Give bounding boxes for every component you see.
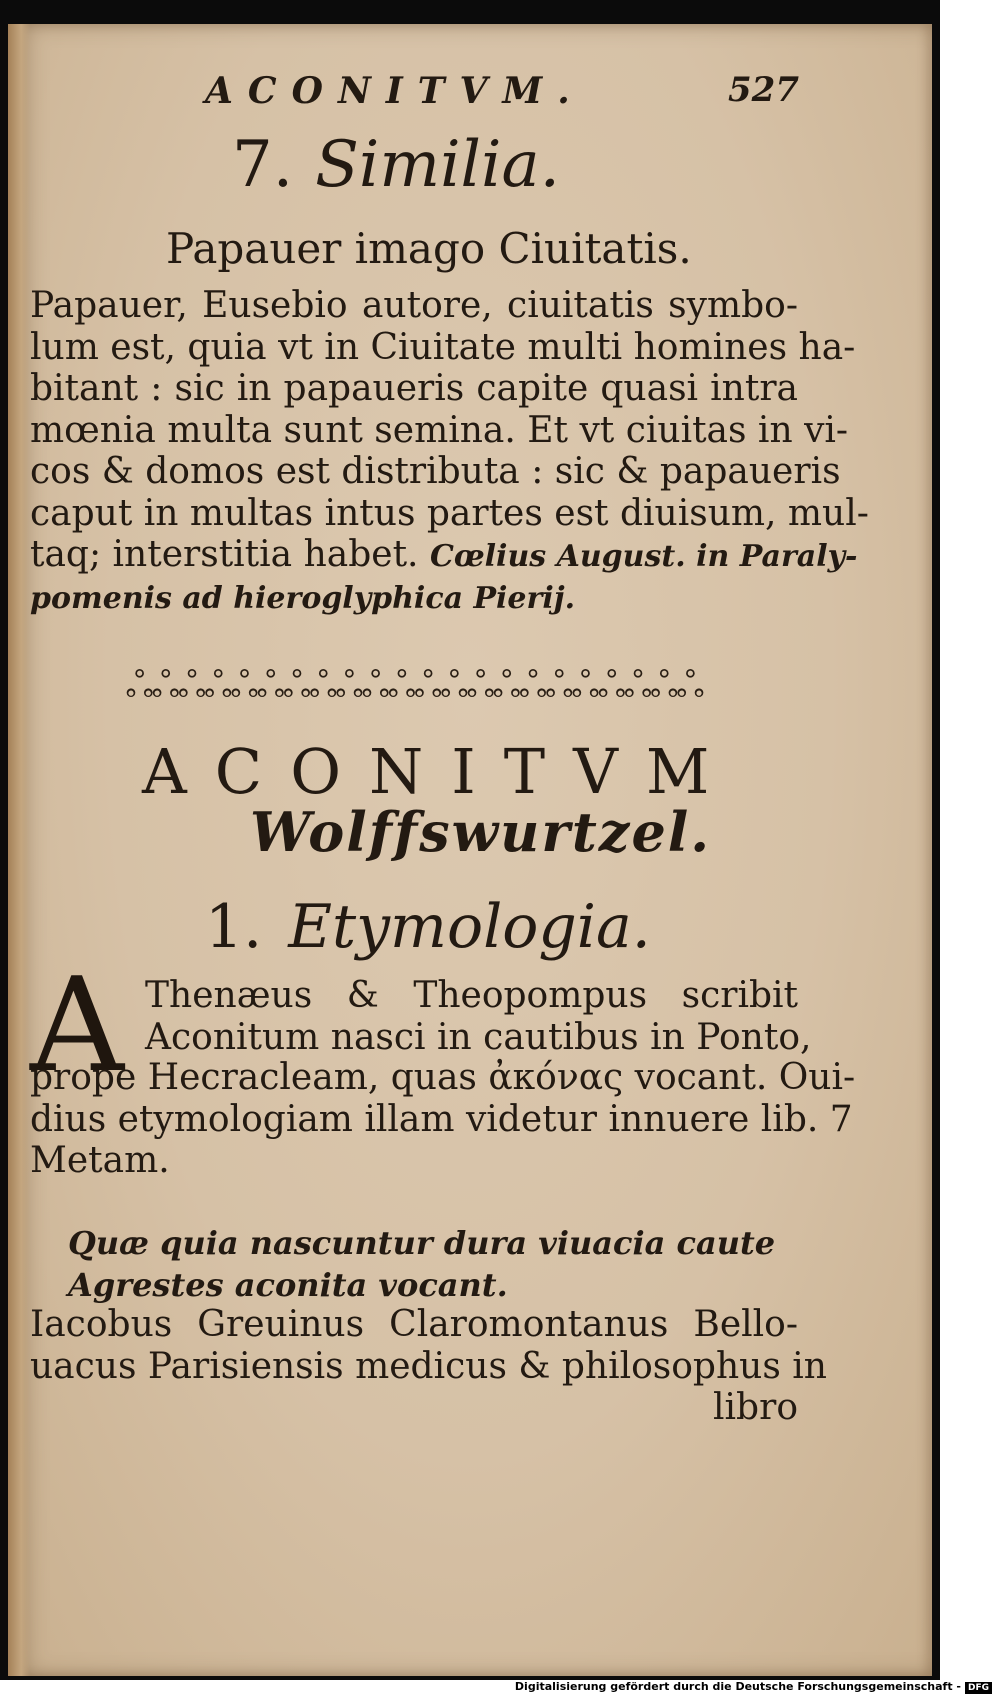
dfg-logo: DFG <box>965 1682 992 1694</box>
text-line: caput in multas intus partes est diuisum, mul- <box>30 492 869 534</box>
text-line: Thenæus & Theopompus scribit <box>145 975 798 1016</box>
text-line: uacus Parisiensis medicus & philosophus in <box>30 1345 827 1387</box>
section-number: 1. <box>205 892 263 962</box>
paragraph-etymologia <box>30 1057 856 1182</box>
german-title: Wolffswurtzel. <box>250 800 712 864</box>
text-line: prope Hecracleam, quas ἀκόνας vocant. Oui- <box>30 1057 856 1098</box>
drop-cap: A <box>30 949 124 1101</box>
catchword: libro <box>713 1387 798 1428</box>
section-title: Similia. <box>315 128 560 202</box>
paragraph-papauer <box>30 285 869 617</box>
verse-line: Quæ quia nascuntur dura viuacia caute <box>68 1224 776 1262</box>
section-number: 7. <box>232 128 294 202</box>
text-line: dius etymologiam illam videtur innuere lib. 7 <box>30 1098 853 1140</box>
chapter-title: ACONITVM <box>142 735 738 808</box>
citation: Cœlius August. in Paraly- <box>429 539 858 574</box>
page-gutter <box>8 24 30 1676</box>
running-head: ACONITVM. <box>205 70 585 112</box>
funding-footer <box>515 1680 992 1694</box>
paragraph-etymologia-indented <box>145 975 812 1058</box>
text-line: cos & domos est distributa : sic & papaueris <box>30 451 841 492</box>
text-fragment: taq; interstitia habet. <box>30 534 419 575</box>
citation: pomenis ad hieroglyphica Pierij. <box>30 580 576 616</box>
footer-text: Digitalisierung gefördert durch die Deutsche Forschungsgemeinschaft - <box>514 1680 961 1693</box>
text-line: Aconitum nasci in cautibus in Ponto, <box>145 1016 812 1058</box>
page-number: 527 <box>728 70 799 110</box>
citation-line <box>30 576 798 618</box>
ornamental-border: ஃஃஃஃஃஃஃஃஃஃஃஃஃஃஃஃஃஃஃஃஃஃ <box>125 665 703 706</box>
text-line: Papauer, Eusebio autore, ciuitatis symbo- <box>30 285 798 326</box>
verse-line: Agrestes aconita vocant. <box>68 1265 508 1304</box>
verse-quote <box>68 1223 776 1306</box>
text-line: bitant : sic in papaueris capite quasi intra <box>30 368 798 409</box>
paragraph-greuinus <box>30 1304 827 1429</box>
text-line: lum est, quia vt in Ciuitate multi homines ha- <box>30 326 856 368</box>
text-line: Metam. <box>30 1140 170 1181</box>
subheading: Papauer imago Ciuitatis. <box>166 224 692 273</box>
text-line-with-citation <box>30 534 858 576</box>
section-title: Etymologia. <box>288 892 651 962</box>
text-line: mœnia multa sunt semina. Et vt ciuitas in vi- <box>30 409 849 451</box>
section-heading-similia <box>232 128 560 202</box>
section-heading-etymologia <box>205 892 651 962</box>
text-line: Iacobus Greuinus Claromontanus Bello- <box>30 1304 798 1345</box>
